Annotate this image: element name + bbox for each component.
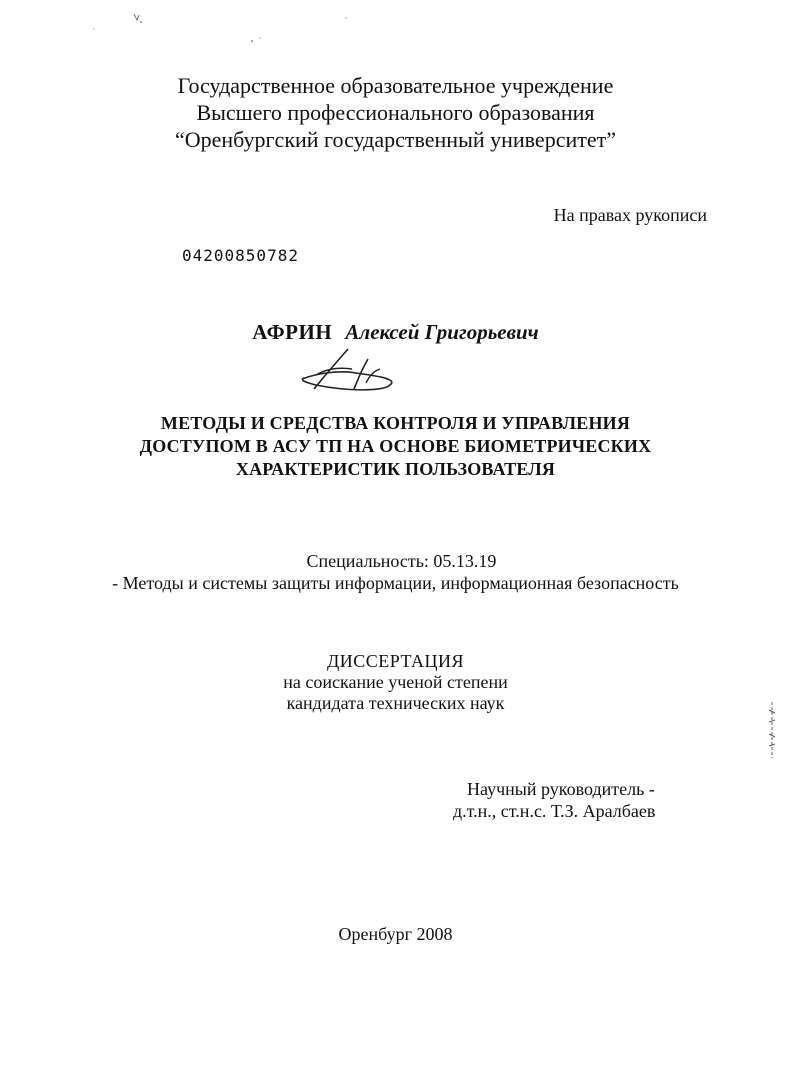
institution-line-2: Высшего профессионального образования xyxy=(196,100,595,125)
document-number: 04200850782 xyxy=(182,246,299,265)
dissertation-heading: ДИССЕРТАЦИЯ xyxy=(326,651,465,671)
author-given-names: Алексей Григорьевич xyxy=(345,320,539,344)
institution-line-3: “Оренбургский государственный университет” xyxy=(174,127,616,152)
title-line-1: МЕТОДЫ И СРЕДСТВА КОНТРОЛЯ И УПРАВЛЕНИЯ xyxy=(160,413,631,433)
title-line-3: ХАРАКТЕРИСТИК ПОЛЬЗОВАТЕЛЯ xyxy=(235,459,556,479)
dissertation-block xyxy=(0,651,791,714)
rights-notice: На правах рукописи xyxy=(553,205,707,225)
binding-stamp-mark xyxy=(764,700,780,760)
title-line-2: ДОСТУПОМ В АСУ ТП НА ОСНОВЕ БИОМЕТРИЧЕСКИХ xyxy=(139,436,652,456)
advisor-block xyxy=(453,778,655,822)
specialty-block xyxy=(0,550,791,594)
speck-mark-1 xyxy=(134,14,139,20)
speck-dot-5 xyxy=(93,28,95,30)
institution-block xyxy=(0,72,791,153)
author-name xyxy=(0,320,791,345)
speck-dot-4 xyxy=(259,37,261,39)
speck-dot-1 xyxy=(140,21,142,23)
advisor-label: Научный руководитель - xyxy=(467,779,655,799)
author-surname: АФРИН xyxy=(252,320,333,344)
institution-line-1: Государственное образовательное учреждение xyxy=(177,73,614,98)
advisor-name: д.т.н., ст.н.с. Т.З. Аралбаев xyxy=(453,801,656,821)
speck-dot-3 xyxy=(251,40,253,42)
place-year: Оренбург 2008 xyxy=(338,924,453,944)
dissertation-line-2: кандидата технических наук xyxy=(286,693,505,713)
signature xyxy=(294,345,404,395)
specialty-name: - Методы и системы защиты информации, информационная безопасность xyxy=(112,573,679,593)
speck-dot-2 xyxy=(345,17,347,19)
specialty-code: Специальность: 05.13.19 xyxy=(306,551,497,571)
dissertation-title xyxy=(0,412,791,481)
dissertation-line-1: на соискание ученой степени xyxy=(283,672,508,692)
